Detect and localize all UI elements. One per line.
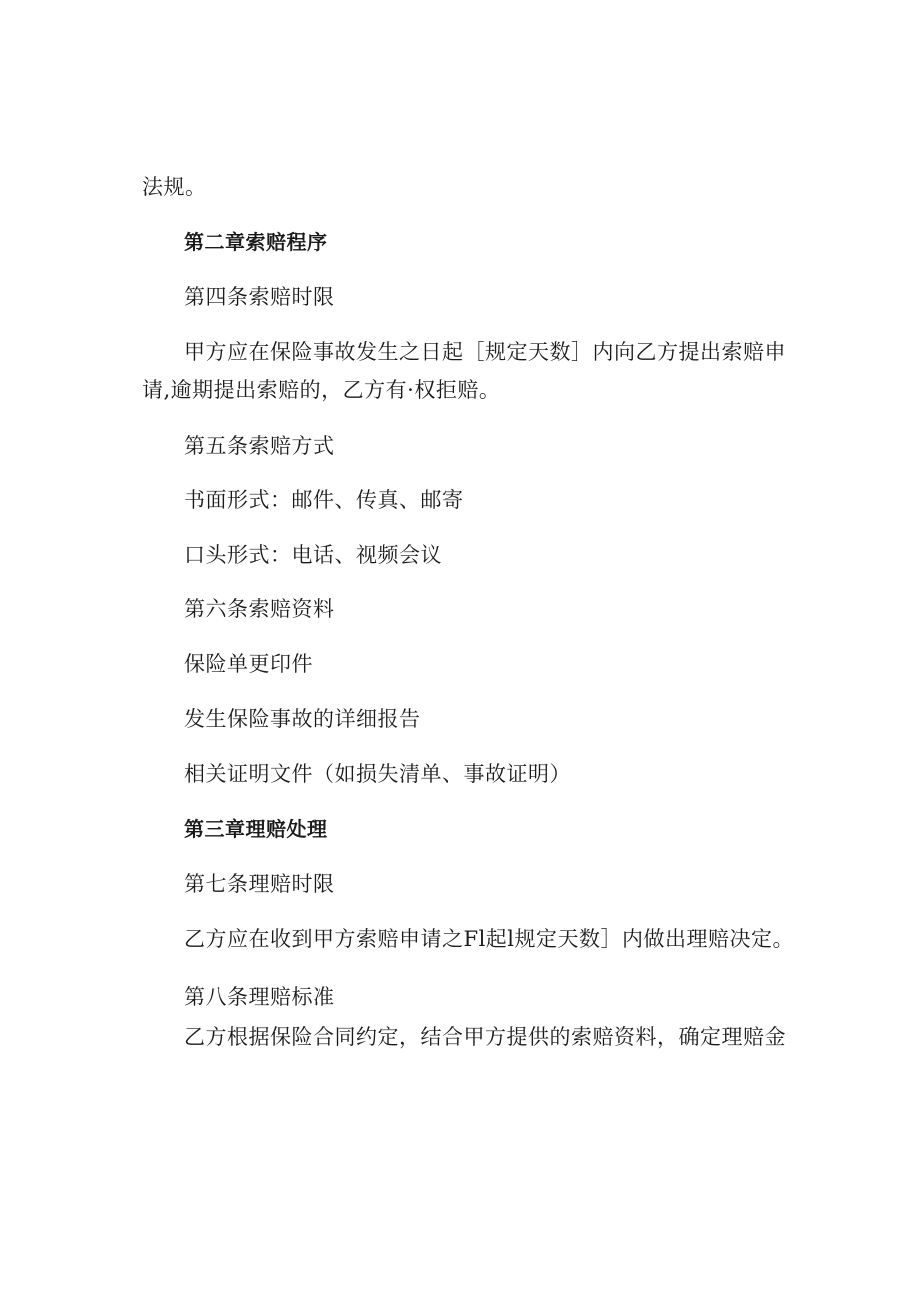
text-line: 相关证明文件（如损失清单、事故证明）	[184, 762, 571, 786]
chapter-heading: 第三章理赔处理	[184, 817, 328, 841]
text-line: 口头形式：电话、视频会议	[184, 543, 442, 567]
text-line: 乙方根据保险合同约定，结合甲方提供的索赔资料，确定理赔金	[184, 1025, 786, 1049]
text-line: 书面形式：邮件、传真、邮寄	[184, 488, 464, 512]
article-heading: 第四条索赔时限	[184, 285, 335, 309]
article-heading: 第六条索赔资料	[184, 597, 335, 621]
text-line: 发生保险事故的详细报告	[184, 707, 421, 731]
text-line: 法规。	[142, 175, 207, 199]
text-line: 请,逾期提出索赔的，乙方有·权拒赔。	[142, 378, 501, 402]
article-heading: 第五条索赔方式	[184, 434, 335, 458]
text-line: 甲方应在保险事故发生之日起［规定天数］内向乙方提出索赔申	[184, 340, 786, 364]
article-heading: 第七条理赔时限	[184, 872, 335, 896]
text-line: 乙方应在收到甲方索赔申请之Fl起l规定天数］内做出理赔决定。	[184, 927, 795, 951]
article-heading: 第八条理赔标准	[184, 985, 335, 1009]
text-line: 保险单更印件	[184, 652, 313, 676]
chapter-heading: 第二章索赔程序	[184, 230, 328, 254]
